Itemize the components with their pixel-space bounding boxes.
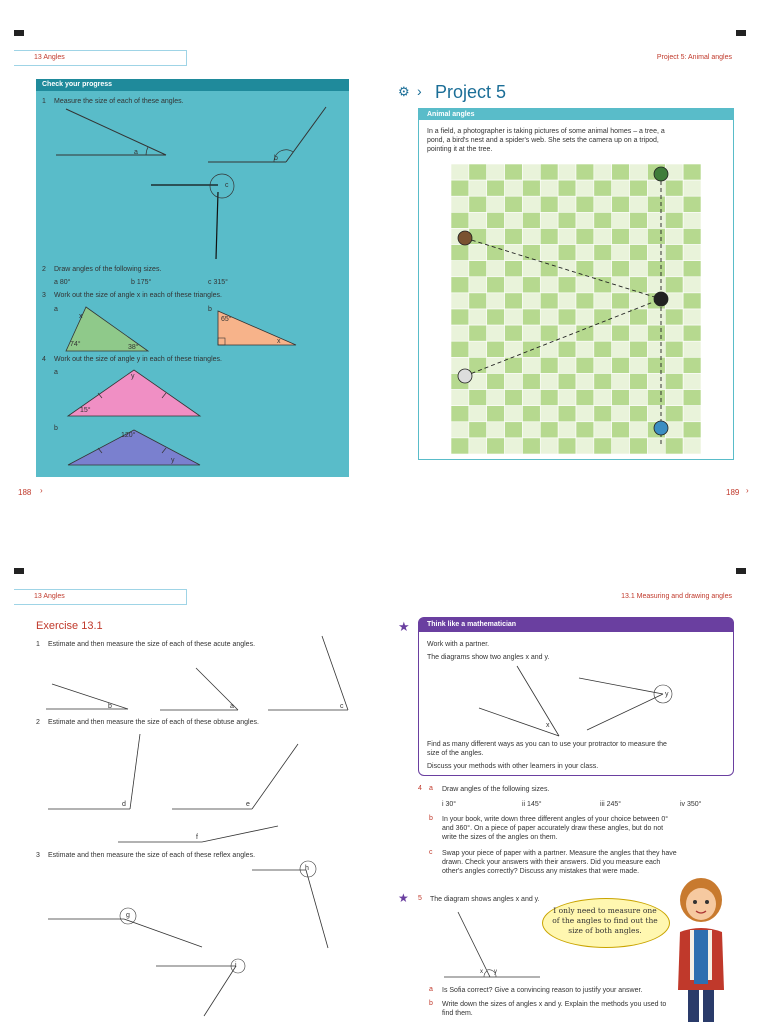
q2-number: 2 [42,266,46,273]
q4a-angle-y: y [131,373,135,380]
q4-text: Work out the size of angle y in each of these triangles. [54,356,222,363]
q4-number: 4 [418,785,422,792]
q3a-angle-x: x [79,313,83,320]
q2-item-a: a 80° [54,279,71,286]
ex-q2-text: Estimate and then measure the size of each of these obtuse angles. [48,719,259,726]
angle-label-g: g [126,912,130,919]
q4a-item-iv: iv 350° [680,801,702,808]
q5-number: 5 [418,895,422,902]
think-line3: Find as many different ways as you can to use your protractor to measure the size of the angles. [427,741,667,757]
q4a-label: a [54,369,58,376]
q3a-angle-74: 74° [70,341,81,348]
think-title: Think like a mathematician [427,621,517,628]
think-line1: Work with a partner. [427,641,490,648]
q1c-label: c [225,182,229,189]
q2-item-c: c 315° [208,279,228,286]
q5b-text: Write down the sizes of angles x and y. Explain the methods you used to find them. [442,1001,667,1017]
q4a-angle-15: 15° [80,407,91,414]
q2-text: Draw angles of the following sizes. [54,266,162,273]
angle-label-a: a [230,703,234,710]
page-number-right: 189 [726,488,740,497]
q3-number: 3 [42,292,46,299]
q4b-text: In your book, write down three different angles of your choice between 0° and 360°. On a piece of paper accurately draw these angles, but do not write the sizes of the angles on them. [442,816,669,841]
q3a-label: a [54,306,58,313]
q4a-item-i: i 30° [442,801,457,808]
q1-number: 1 [42,98,46,105]
q1a-label: a [134,149,138,156]
think-angle-x: x [546,722,550,729]
chevron-right-icon: › [417,83,422,99]
q4a-item-iii: iii 245° [600,801,622,808]
speech-text: I only need to measure one of the angles to find out the size of both angles. [552,906,658,935]
q2-item-b: b 175° [131,279,152,286]
section-header: 13.1 Measuring and drawing angles [621,593,732,600]
q4-number: 4 [42,356,46,363]
angle-label-i: i [235,962,237,969]
q4a-label: a [429,785,433,792]
q3b-label: b [208,306,212,313]
q4b-angle-120: 120° [121,432,136,439]
q4b-label: b [429,815,433,822]
sofia-character [670,872,732,1022]
q5-angle-y: y [494,969,497,975]
q1-text: Measure the size of each of these angles. [54,98,184,105]
q5a-text: Is Sofia correct? Give a convincing reason to justify your answer. [442,987,643,994]
think-line2: The diagrams show two angles x and y. [427,654,550,661]
q4c-text: Swap your piece of paper with a partner. Measure the angles that they have drawn. Check your answers with their answers. Did you measure each other's angles correctly? Discuss any mistakes that were made. [442,850,677,875]
q5b-label: b [429,1000,433,1007]
q4a-item-ii: ii 145° [522,801,542,808]
panel-title: Check your progress [42,81,113,88]
project-header: Project 5: Animal angles [656,54,732,61]
ex-q3-number: 3 [36,852,40,859]
angle-label-d: d [122,801,126,808]
angle-label-e: e [246,801,250,808]
chevron-right-icon: › [40,486,43,495]
q5-angle-x: x [480,969,483,975]
compass-icon: ★ [398,891,409,905]
q4a-text: Draw angles of the following sizes. [442,786,550,793]
think-line4: Discuss your methods with other learners in your class. [427,763,599,770]
q3b-angle-65: 65° [221,316,232,323]
q3a-angle-38: 38° [128,344,139,351]
ex-q1-number: 1 [36,641,40,648]
angle-label-c: c [340,703,344,710]
q4b-angle-y: y [171,457,175,464]
chapter-header: 13 Angles [34,54,65,61]
project-icon: ⚙ [398,84,410,99]
exercise-title: Exercise 13.1 [36,620,103,632]
ex-q2-number: 2 [36,719,40,726]
q5a-label: a [429,986,433,993]
angle-label-f: f [196,834,198,841]
q4b-label: b [54,425,58,432]
think-angle-y: y [665,691,669,698]
q1b-label: b [274,155,278,162]
ex-q3-text: Estimate and then measure the size of each of these reflex angles. [48,852,256,859]
ex-q1-text: Estimate and then measure the size of each of these acute angles. [48,641,256,648]
animal-text: In a field, a photographer is taking pictures of some animal homes – a tree, a pond, a bird's nest and a spider's web. She sets the camera up on a tripod, pointing it at the tree. [427,128,665,153]
chevron-right-icon: › [746,486,749,495]
q3b-angle-x: x [277,338,281,345]
animal-title: Animal angles [427,111,475,118]
project-title: Project 5 [435,82,507,102]
angle-label-h: h [305,865,309,872]
q4c-label: c [429,849,433,856]
page-number-left: 188 [18,488,32,497]
compass-icon: ★ [398,619,410,634]
chapter-header: 13 Angles [34,593,65,600]
q3-text: Work out the size of angle x in each of these triangles. [54,292,222,299]
q5-text: The diagram shows angles x and y. [430,896,540,903]
angle-label-b: b [108,703,112,710]
